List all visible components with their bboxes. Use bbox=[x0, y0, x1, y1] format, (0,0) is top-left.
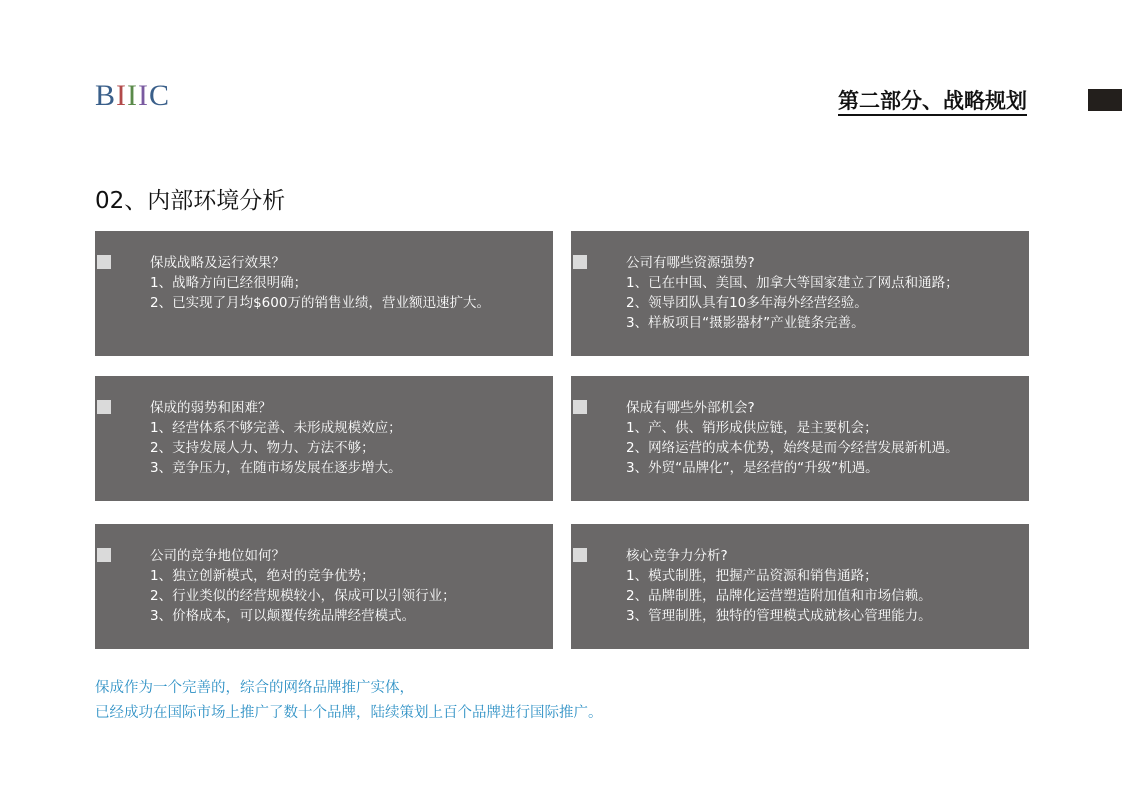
page-subtitle: 02、内部环境分析 bbox=[95, 188, 286, 214]
logo bbox=[95, 80, 170, 112]
logo-letter: I bbox=[138, 79, 150, 112]
card-line: 1、模式制胜，把握产品资源和销售通路； bbox=[626, 568, 878, 584]
footer-line: 保成作为一个完善的，综合的网络品牌推广实体， bbox=[95, 680, 414, 696]
card-core-competence bbox=[571, 524, 1029, 649]
card-text bbox=[626, 546, 1021, 626]
card-line: 2、支持发展人力、物力、方法不够； bbox=[150, 440, 375, 456]
card-title: 保成有哪些外部机会? bbox=[626, 400, 755, 416]
card-weaknesses bbox=[95, 376, 553, 501]
footer-summary bbox=[95, 676, 603, 726]
card-line: 3、外贸“品牌化”，是经营的“升级”机遇。 bbox=[626, 460, 879, 476]
card-title: 核心竞争力分析? bbox=[626, 548, 728, 564]
logo-letter: C bbox=[149, 79, 171, 112]
card-line: 3、管理制胜，独特的管理模式成就核心管理能力。 bbox=[626, 608, 932, 624]
card-strategy-effect bbox=[95, 231, 553, 356]
card-line: 1、产、供、销形成供应链，是主要机会； bbox=[626, 420, 878, 436]
card-line: 2、网络运营的成本优势，始终是而今经营发展新机遇。 bbox=[626, 440, 959, 456]
card-line: 1、经营体系不够完善、未形成规模效应； bbox=[150, 420, 402, 436]
square-marker-icon bbox=[573, 400, 587, 414]
card-text bbox=[626, 398, 1021, 478]
card-line: 3、竞争压力，在随市场发展在逐步增大。 bbox=[150, 460, 402, 476]
footer-line: 已经成功在国际市场上推广了数十个品牌，陆续策划上百个品牌进行国际推广。 bbox=[95, 705, 603, 721]
card-line: 1、独立创新模式，绝对的竞争优势； bbox=[150, 568, 375, 584]
square-marker-icon bbox=[97, 548, 111, 562]
card-title: 保成的弱势和困难？ bbox=[150, 400, 272, 416]
section-title: 第二部分、战略规划 bbox=[838, 88, 1027, 116]
logo-letter: I bbox=[127, 79, 139, 112]
logo-letter: B bbox=[95, 79, 117, 112]
card-text bbox=[150, 253, 545, 313]
card-text bbox=[150, 398, 545, 478]
corner-decoration bbox=[1088, 89, 1122, 111]
card-resource-strengths bbox=[571, 231, 1029, 356]
card-text bbox=[150, 546, 545, 626]
card-line: 1、已在中国、美国、加拿大等国家建立了网点和通路； bbox=[626, 275, 959, 291]
square-marker-icon bbox=[97, 255, 111, 269]
square-marker-icon bbox=[573, 548, 587, 562]
card-line: 2、已实现了月均$600万的销售业绩，营业额迅速扩大。 bbox=[150, 295, 490, 311]
card-line: 1、战略方向已经很明确； bbox=[150, 275, 308, 291]
logo-letter: I bbox=[116, 79, 128, 112]
card-title: 公司的竞争地位如何？ bbox=[150, 548, 285, 564]
card-title: 保成战略及运行效果？ bbox=[150, 255, 285, 271]
card-line: 2、行业类似的经营规模较小，保成可以引领行业； bbox=[150, 588, 456, 604]
card-text bbox=[626, 253, 1021, 333]
card-line: 2、品牌制胜，品牌化运营塑造附加值和市场信赖。 bbox=[626, 588, 932, 604]
square-marker-icon bbox=[573, 255, 587, 269]
card-title: 公司有哪些资源强势? bbox=[626, 255, 755, 271]
card-competitive-position bbox=[95, 524, 553, 649]
square-marker-icon bbox=[97, 400, 111, 414]
card-line: 3、样板项目“摄影器材”产业链条完善。 bbox=[626, 315, 865, 331]
card-line: 2、领导团队具有10多年海外经营经验。 bbox=[626, 295, 868, 311]
card-line: 3、价格成本，可以颠覆传统品牌经营模式。 bbox=[150, 608, 416, 624]
card-opportunities bbox=[571, 376, 1029, 501]
